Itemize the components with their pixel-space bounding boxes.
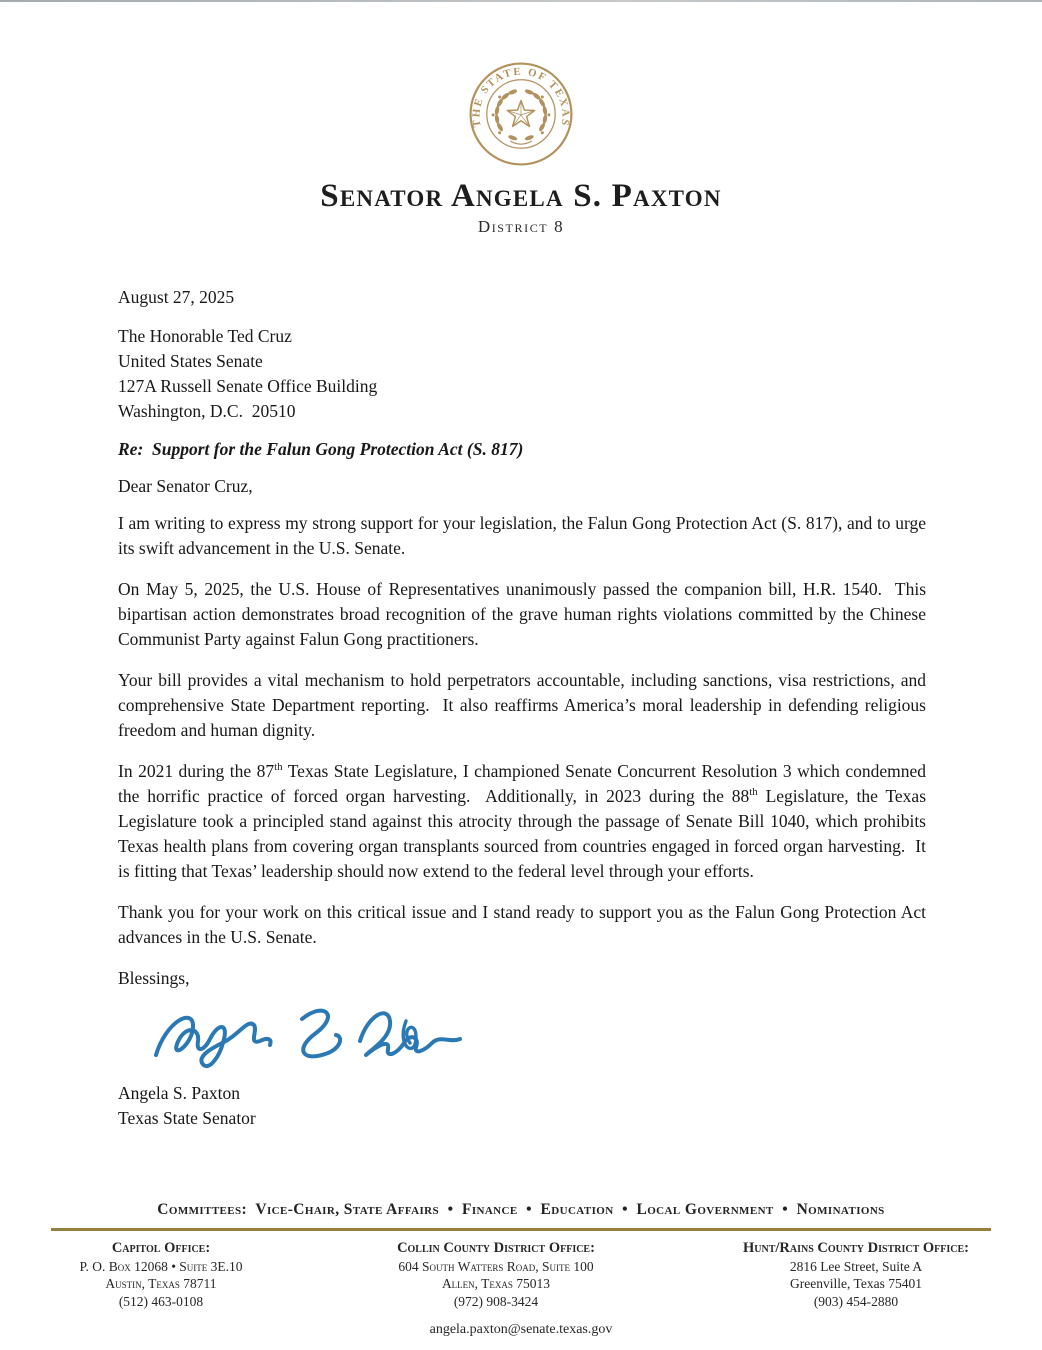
letterhead <box>0 0 1042 237</box>
subject-re-line: Re: Support for the Falun Gong Protection Act (S. 817) <box>118 439 524 459</box>
letter-paragraph: In 2021 during the 87th Texas State Legislature, I championed Senate Concurrent Resolution 3 which condemned the horrific practice of forced organ harvesting. Additionally, in 2023 during the 88th Legislature, the Texas Legislature took a principled stand against this atrocity through the passage of Senate Bill 1040, which prohibits Texas health plans from covering organ transplants sourced from countries engaged in forced organ harvesting. It is fitting that Texas’ leadership should now extend to the federal level through your efforts. <box>118 761 931 881</box>
committees-line: Committees: Vice-Chair, State Affairs • Finance • Education • Local Government • Nominations <box>157 1201 885 1218</box>
office-line: 2816 Lee Street, Suite A <box>789 1258 923 1274</box>
recipient-line: The Honorable Ted Cruz <box>118 326 292 346</box>
letter-body <box>118 285 931 1131</box>
office-line: Austin, Texas 78711 <box>105 1276 217 1291</box>
letter-paragraph: On May 5, 2025, the U.S. House of Representatives unanimously passed the companion bill, H.R. 1540. This bipartisan action demonstrates broad recognition of the grave human rights violations committed by the Chinese Communist Party against Falun Gong practitioners. <box>118 579 931 649</box>
office-line: 604 South Watters Road, Suite 100 <box>398 1258 594 1274</box>
seal-ring-text: THE STATE OF TEXAS <box>470 65 572 129</box>
recipient-address-block <box>118 324 926 424</box>
office-columns <box>21 1239 1021 1311</box>
texas-state-seal-icon <box>467 60 575 168</box>
footer-divider-rule <box>51 1228 991 1231</box>
senator-name-heading: Senator Angela S. Paxton <box>320 178 722 214</box>
salutation: Dear Senator Cruz, <box>118 476 253 496</box>
seal-container <box>0 60 1042 168</box>
letter-paragraph: I am writing to express my strong support for your legislation, the Falun Gong Protection Act (S. 817), and to urge its swift advancement in the U.S. Senate. <box>118 513 931 558</box>
district-subheading: District 8 <box>477 217 565 236</box>
office-line: (512) 463-0108 <box>118 1293 204 1309</box>
letterhead-footer <box>0 1201 1042 1338</box>
handwritten-signature-image <box>144 999 466 1077</box>
office-line: (972) 908-3424 <box>453 1293 539 1309</box>
office-title: Collin County District Office: <box>397 1239 595 1256</box>
scan-edge-artifact <box>0 0 1042 2</box>
signature-block <box>118 1081 926 1131</box>
email-address: angela.paxton@senate.texas.gov <box>429 1322 613 1337</box>
signer-name: Angela S. Paxton <box>118 1083 241 1103</box>
recipient-line: Washington, D.C. 20510 <box>118 401 296 421</box>
letter-paragraph: Your bill provides a vital mechanism to hold perpetrators accountable, including sanctions, visa restrictions, and comprehensive State Department reporting. It also reaffirms America’s moral leadership in defending religious freedom and human dignity. <box>118 670 931 740</box>
capitol-office-column <box>21 1239 301 1311</box>
office-line: P. O. Box 12068 • Suite 3E.10 <box>79 1258 243 1274</box>
signer-title: Texas State Senator <box>118 1108 256 1128</box>
svg-text:THE STATE OF TEXAS <box>470 66 571 129</box>
hunt-rains-office-column <box>691 1239 1021 1311</box>
closing-salutation: Blessings, <box>118 968 190 988</box>
recipient-line: 127A Russell Senate Office Building <box>118 376 378 396</box>
collin-county-office-column <box>321 1239 671 1311</box>
office-title: Hunt/Rains County District Office: <box>743 1239 969 1256</box>
letter-paragraph: Thank you for your work on this critical issue and I stand ready to support you as the Falun Gong Protection Act advances in the U.S. Senate. <box>118 902 931 947</box>
office-title: Capitol Office: <box>111 1239 211 1256</box>
date-line: August 27, 2025 <box>118 287 235 307</box>
office-line: (903) 454-2880 <box>813 1293 899 1309</box>
recipient-line: United States Senate <box>118 351 263 371</box>
office-line: Greenville, Texas 75401 <box>790 1276 922 1291</box>
office-line: Allen, Texas 75013 <box>441 1276 551 1291</box>
